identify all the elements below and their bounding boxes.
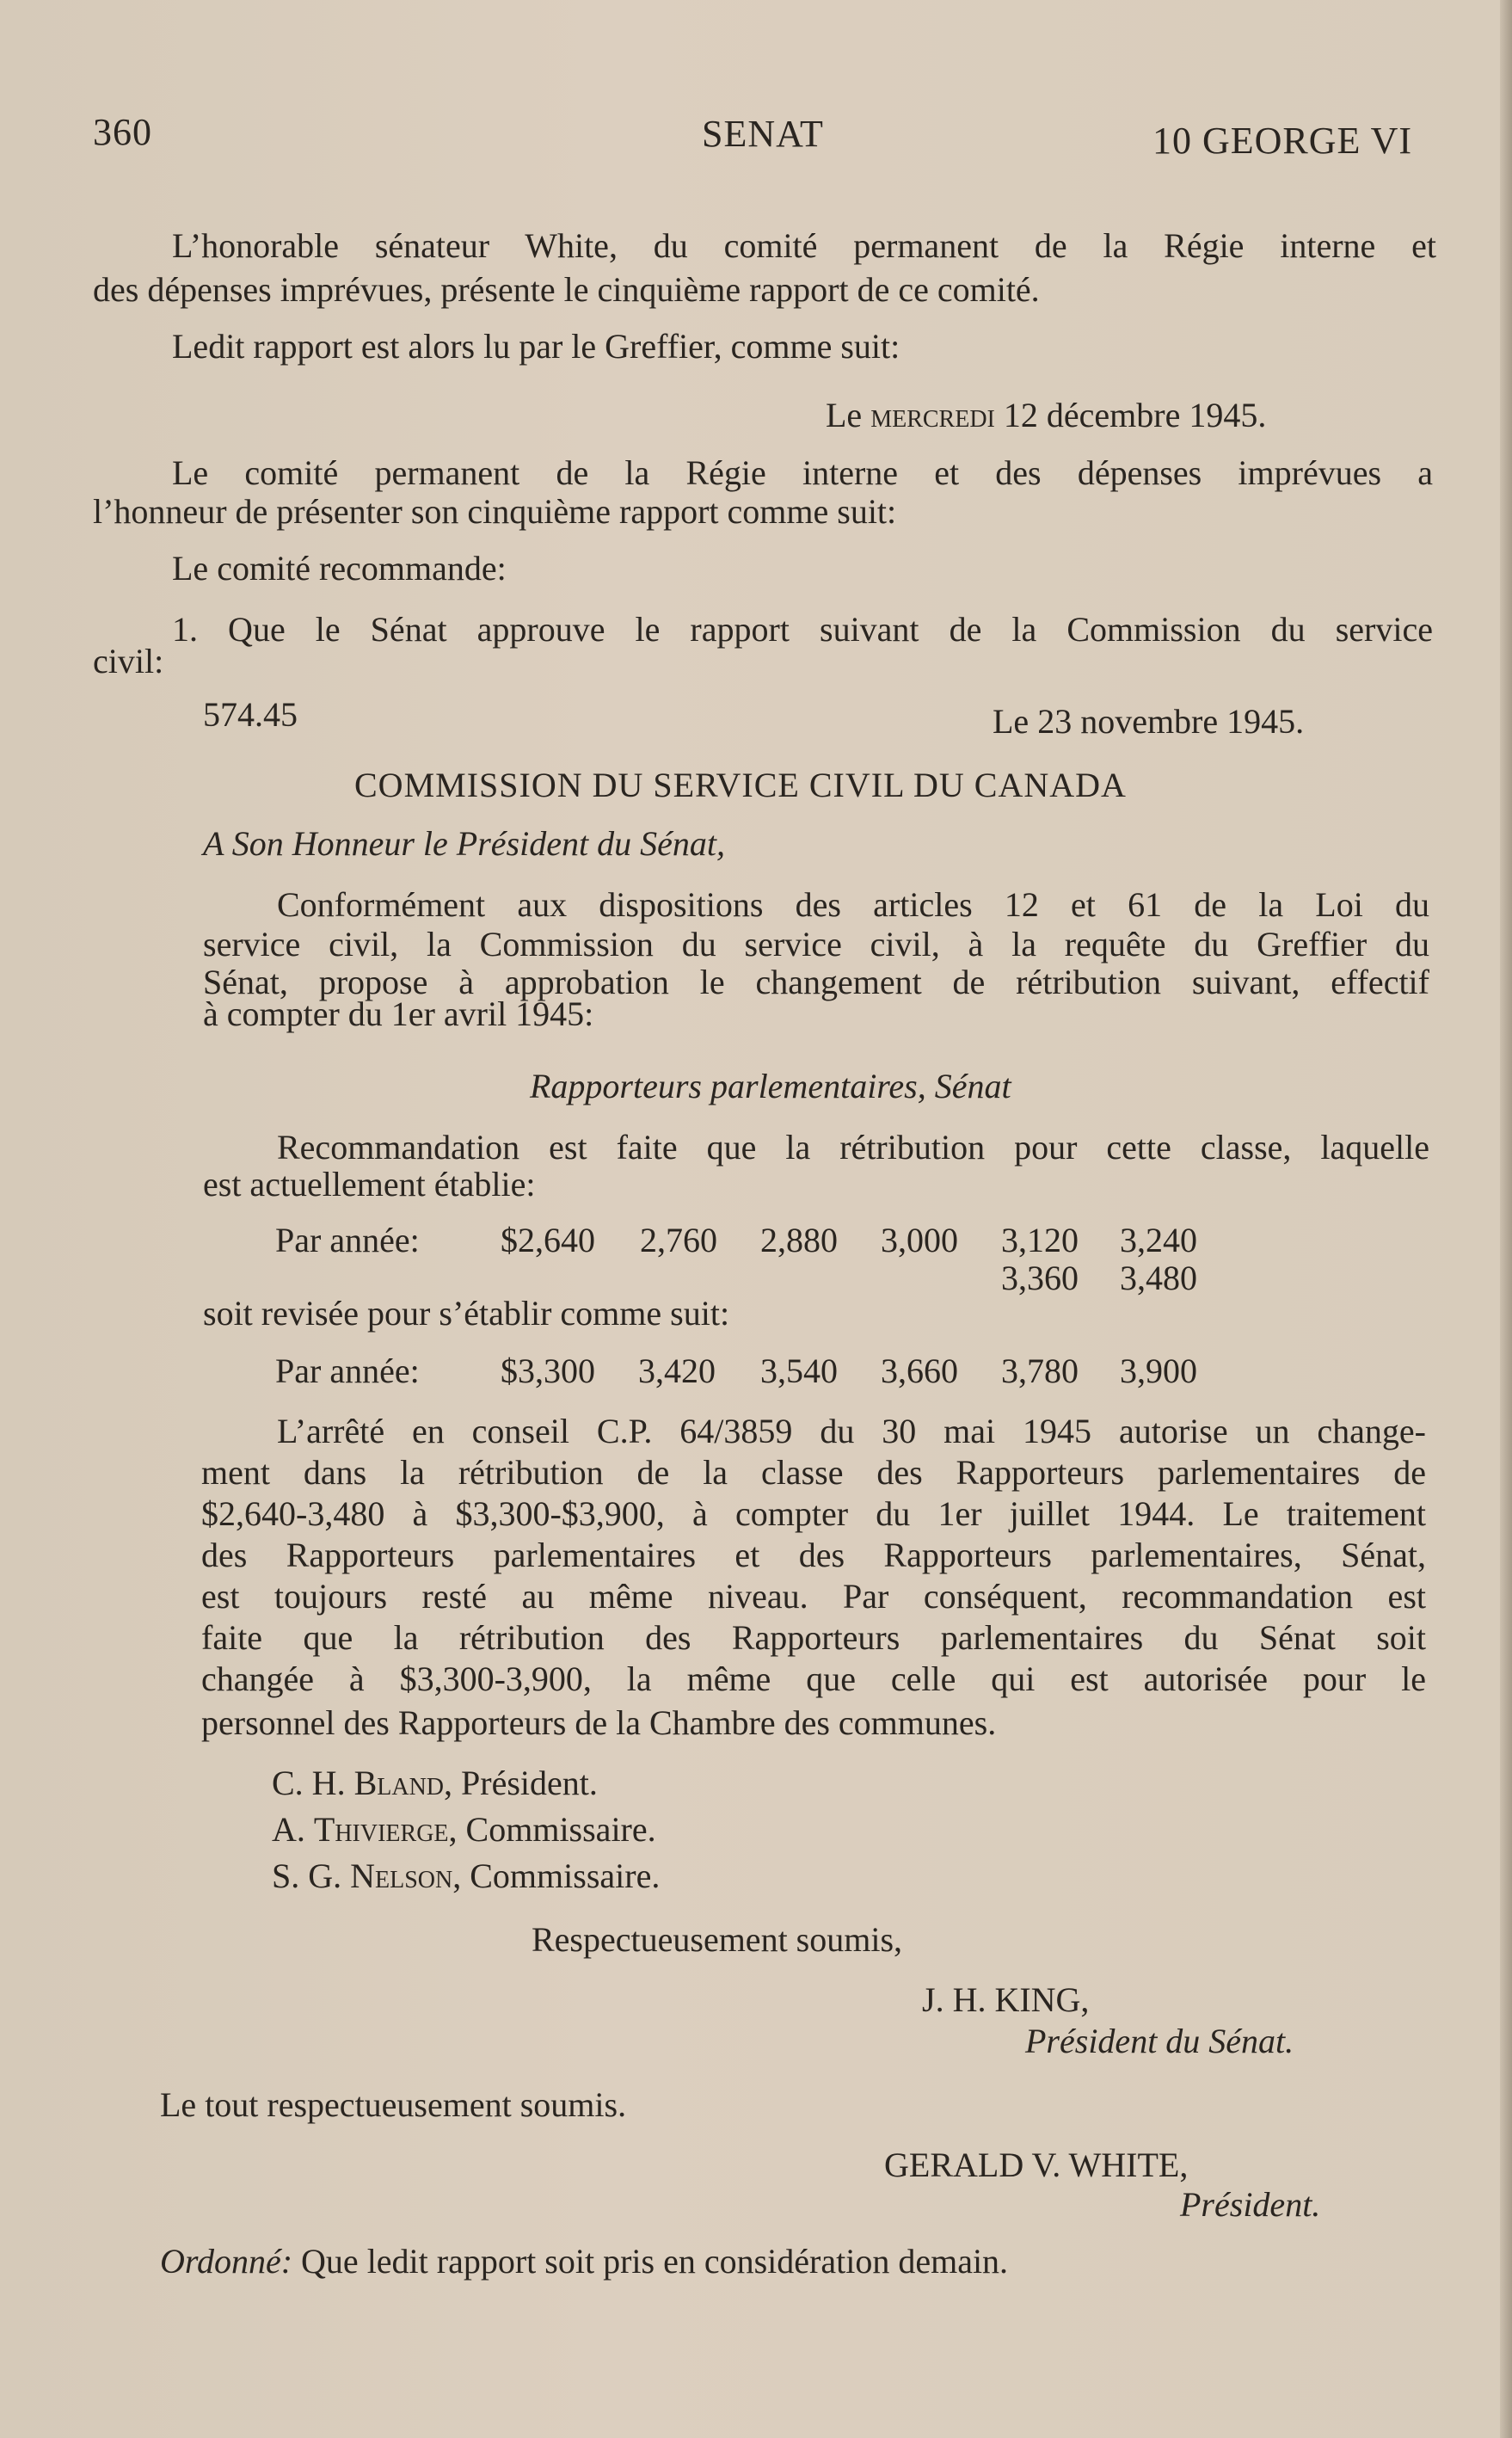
para1-line-2: service civil, la Commission du service civil, à la requête du Greffier du [203,925,1429,964]
para2-line-3: $2,640-3,480 à $3,300-$3,900, à compter du 1er juillet 1944. Le traitement [201,1494,1426,1533]
para2-line-2: ment dans la rétribution de la classe des Rapporteurs parlementaires de [201,1453,1426,1492]
all-respect-line: Le tout respectueusement soumis. [160,2085,627,2124]
revised-value: 3,540 [760,1351,838,1390]
meeting-date [826,396,1266,435]
order-label: Ordonné: [160,2242,293,2281]
date-prefix: Le [826,396,863,434]
white-title: Président. [1180,2185,1321,2224]
current-value: 3,000 [881,1221,958,1259]
revised-intro: soit revisée pour s’établir comme suit: [203,1294,730,1333]
signatory-3: S. G. Nelson, Commissaire. [272,1856,661,1895]
revised-value: 3,780 [1001,1351,1079,1390]
order-text: Que ledit rapport soit pris en considération demain. [301,2242,1009,2281]
committee-line-2: l’honneur de présenter son cinquième rapport comme suit: [93,492,897,531]
recommends-line: Le comité recommande: [172,549,507,588]
reference-number: 574.45 [203,695,298,734]
date-day: mercredi [870,396,995,434]
intro-line-2: des dépenses imprévues, présente le cinquième rapport de ce comité. [93,270,1040,309]
running-title: SENAT [702,113,824,155]
signatory-2: A. Thivierge, Commissaire. [272,1810,656,1849]
current-label: Par année: [275,1221,420,1259]
revised-label: Par année: [275,1351,420,1390]
current-value: 2,880 [760,1221,838,1259]
item-1-line-1: 1. Que le Sénat approuve le rapport suivant de la Commission du service [172,610,1433,649]
king-signature: J. H. KING, [922,1980,1090,2019]
para1-line-3: Sénat, propose à approbation le changement de rétribution suivant, effectif [203,963,1429,1001]
page-edge [1500,0,1512,2438]
respect-line: Respectueusement soumis, [532,1920,903,1959]
signatory-name: Bland, [353,1764,453,1802]
intro-line-1: L’honorable sénateur White, du comité permanent de la Régie interne et [172,226,1436,265]
para2-line-1: L’arrêté en conseil C.P. 64/3859 du 30 mai 1945 autorise un change- [277,1412,1426,1450]
current-value: 3,120 [1001,1221,1079,1259]
para2-line-8: personnel des Rapporteurs de la Chambre des communes. [201,1703,997,1742]
read-line: Ledit rapport est alors lu par le Greffier, comme suit: [172,327,900,366]
para1-line-4: à compter du 1er avril 1945: [203,994,594,1033]
king-title: Président du Sénat. [1025,2022,1294,2060]
item-1-line-2: civil: [93,642,164,680]
recommendation-line-2: est actuellement établie: [203,1165,536,1204]
current-value: $2,640 [501,1221,595,1259]
current-value: 3,480 [1120,1259,1197,1297]
white-signature: GERALD V. WHITE, [884,2146,1189,2184]
page-number: 360 [93,111,152,153]
order-line [160,2242,1008,2281]
revised-value: 3,420 [638,1351,716,1390]
current-value: 3,360 [1001,1259,1079,1297]
running-reign: 10 GEORGE VI [1152,120,1413,162]
subtitle: Rapporteurs parlementaires, Sénat [530,1067,1011,1105]
para2-line-7: changée à $3,300-3,900, la même que celle qui est autorisée pour le [201,1659,1426,1698]
committee-line-1: Le comité permanent de la Régie interne et des dépenses imprévues a [172,453,1433,492]
signatory-name: Thivierge, [313,1810,458,1849]
recommendation-line-1: Recommandation est faite que la rétribution pour cette classe, laquelle [277,1128,1429,1167]
reference-date: Le 23 novembre 1945. [993,702,1305,741]
para2-line-5: est toujours resté au même niveau. Par conséquent, recommandation est [201,1577,1426,1616]
para2-line-6: faite que la rétribution des Rapporteurs parlementaires du Sénat soit [201,1618,1426,1657]
signatory-name: Nelson, [350,1856,462,1895]
current-value: 3,240 [1120,1221,1197,1259]
revised-value: 3,660 [881,1351,958,1390]
revised-salary-table [0,1351,1512,1399]
commission-title: COMMISSION DU SERVICE CIVIL DU CANADA [354,766,1127,804]
salutation: A Son Honneur le Président du Sénat, [203,824,725,863]
date-rest: 12 décembre 1945. [1003,396,1267,434]
signatory-1: C. H. Bland, Président. [272,1764,598,1802]
revised-value: $3,300 [501,1351,595,1390]
current-value: 2,760 [640,1221,717,1259]
revised-value: 3,900 [1120,1351,1197,1390]
para1-line-1: Conformément aux dispositions des articles 12 et 61 de la Loi du [277,885,1429,924]
para2-line-4: des Rapporteurs parlementaires et des Rapporteurs parlementaires, Sénat, [201,1536,1426,1574]
